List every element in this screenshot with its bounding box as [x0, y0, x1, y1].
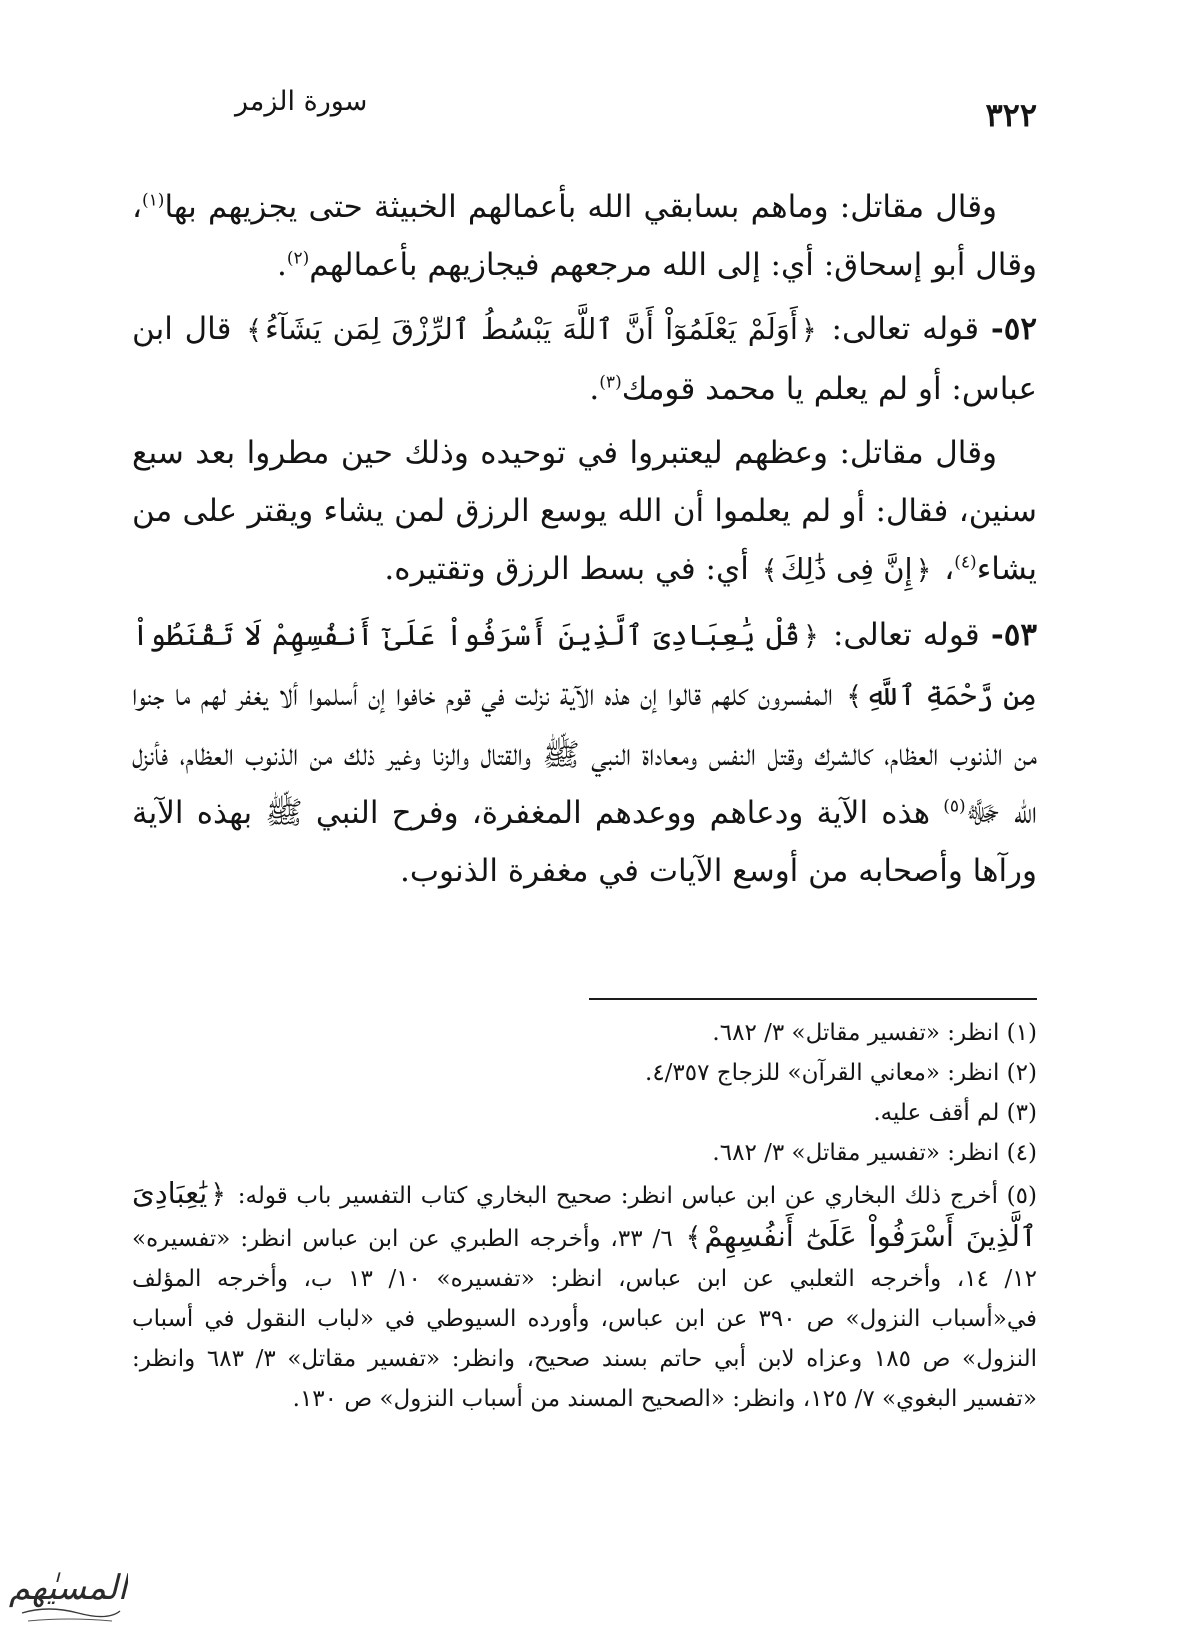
logo-flourish — [22, 1609, 120, 1617]
text: قوله تعالى: — [819, 311, 991, 347]
text: وقال مقاتل: وعظهم ليعتبروا في توحيده وذلك حين مطروا بعد سبع سنين، فقال: أو لم يعلموا أن الله يوسع الرزق لمن يشاء ويقتر على من يشاء — [132, 435, 1037, 587]
verse-number: ٥٣- — [990, 617, 1037, 653]
logo-underline — [28, 1619, 112, 1621]
text: ٦/ ٣٣، وأخرجه الطبري عن ابن عباس انظر: «تفسيره» ١٢/ ١٤، وأخرجه الثعلبي عن ابن عباس، انظر: «تفسيره» ١٠/ ١٣ ب، وأخرجه المؤلف في«أسباب النزول» ص ٣٩٠ عن ابن عباس، وأورده السيوطي في «لباب النقول في أسباب النزول» ص ١٨٥ وعزاه لابن أبي حاتم بسند صحيح، وانظر: «تفسير مقاتل» ٣/ ٦٨٣ وانظر: «تفسير البغوي» ٧/ ١٢٥، وانظر: «الصحيح المسند من أسباب النزول» ص ١٣٠. — [132, 1226, 1037, 1412]
text: (٥) أخرج ذلك البخاري عن ابن عباس انظر: صحيح البخاري كتاب التفسير باب قوله: — [237, 1183, 1037, 1209]
chapter-title: سورة الزمر — [235, 86, 368, 117]
footnote-ref-1: (١) — [142, 190, 165, 211]
ornate-bracket-open: ﴿ — [210, 1179, 227, 1210]
footnote-ref-5: (٥) — [943, 796, 966, 817]
text: قوله تعالى: — [821, 617, 991, 653]
verse-number: ٥٢- — [990, 311, 1038, 347]
logo-text: المسيٰهم — [8, 1568, 128, 1608]
footnote-5 — [132, 1173, 1037, 1419]
footnote-3: (٣) لم أقف عليه. — [873, 1100, 1037, 1126]
paragraph-4 — [132, 606, 1037, 900]
quran-verse: إِنَّ فِى ذَٰلِكَ — [780, 552, 913, 586]
ornate-bracket-open: ﴿ — [803, 621, 819, 652]
footnote-ref-3: (٣) — [599, 372, 622, 393]
text: هذه الآية ودعاهم ووعدهم المغفرة، وفرح النبي ﷺ بهذه الآية ورآها وأصحابه من أوسع الآيات في مغفرة الذنوب. — [132, 795, 1037, 889]
footnote-1: (١) انظر: «تفسير مقاتل» ٣/ ٦٨٢. — [712, 1020, 1037, 1046]
ornate-bracket-close: ﴾ — [846, 681, 863, 712]
footnote-ref-2: (٢) — [286, 248, 310, 269]
quran-verse: قُلْ يَٰعِبَادِىَ ٱلَّذِينَ أَسْرَفُواْ عَلَىٰٓ أَنفُسِهِمْ لَا تَقْنَطُواْ مِن رَّحْمَةِ ٱللَّهِ — [132, 618, 1037, 712]
paragraph-2 — [132, 300, 1037, 418]
text: . — [276, 247, 287, 283]
text: أي: في بسط الرزق وتقتيره. — [384, 551, 759, 587]
footnotes — [132, 1013, 1037, 1419]
footnote-ref-4: (٤) — [954, 552, 977, 573]
paragraph-3 — [132, 424, 1037, 600]
page-header — [150, 78, 1037, 138]
ornate-bracket-open: ﴿ — [915, 555, 932, 586]
text: قال ابن عباس: أو لم يعلم يا محمد قومك — [132, 311, 1037, 407]
footnote-4: (٤) انظر: «تفسير مقاتل» ٣/ ٦٨٢. — [712, 1140, 1037, 1166]
text: المفسرون كلهم قالوا إن هذه الآية نزلت في قوم خافوا إن أسلموا ألا يغفر لهم ما جنوا من الذنوب العظام، كالشرك وقتل النفس ومعاداة النبي ﷺ والقتال والزنا وغير ذلك من الذنوب العظام، فأنزل الله ﷻ — [132, 677, 1037, 831]
page-number: ٣٢٢ — [985, 96, 1037, 134]
ornate-bracket-close: ﴾ — [685, 1222, 702, 1253]
footnote-separator — [589, 998, 1037, 1000]
main-text — [132, 178, 1037, 900]
ornate-bracket-open: ﴿ — [800, 315, 817, 346]
paragraph-1 — [132, 178, 1037, 294]
publisher-logo — [8, 1555, 128, 1635]
quran-verse: يَٰعِبَادِىَ ٱلَّذِينَ أَسْرَفُواْ عَلَىٰٓ أَنفُسِهِمْ — [132, 1176, 1037, 1253]
text: ، وقال أبو إسحاق: أي: إلى الله مرجعهم فيجازيهم بأعمالهم — [132, 189, 1037, 283]
footnote-2: (٢) انظر: «معاني القرآن» للزجاج ٤/٣٥٧. — [645, 1060, 1037, 1086]
text: . — [589, 371, 600, 407]
ornate-bracket-close: ﴾ — [246, 315, 263, 346]
ornate-bracket-close: ﴾ — [761, 555, 778, 586]
text: ، — [934, 551, 955, 587]
text: وقال مقاتل: وماهم بسابقي الله بأعمالهم الخبيثة حتى يجزيهم بها — [164, 189, 997, 225]
quran-verse: أَوَلَمْ يَعْلَمُوٓاْ أَنَّ ٱللَّهَ يَبْسُطُ ٱلرِّزْقَ لِمَن يَشَآءُ — [265, 312, 798, 346]
